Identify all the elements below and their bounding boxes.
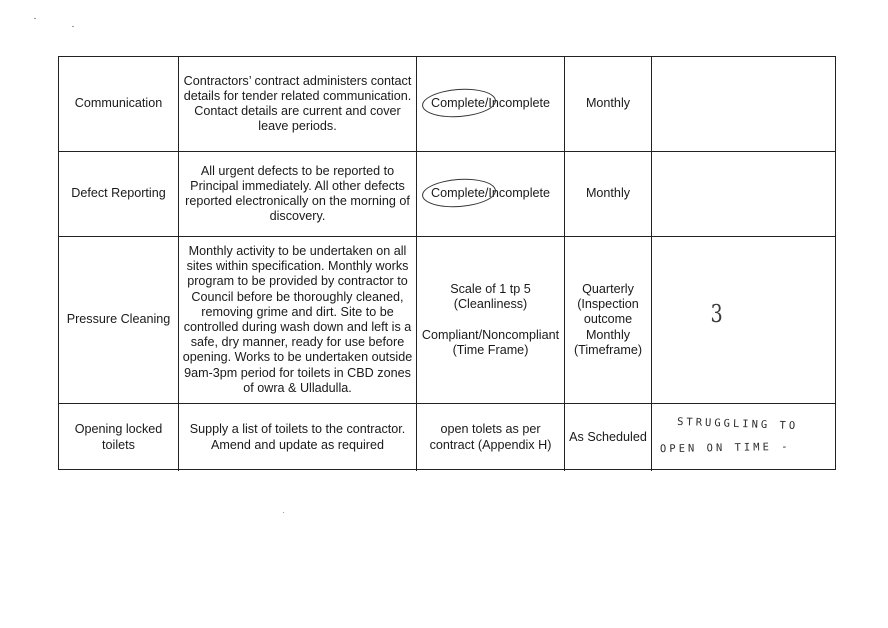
category-cell: [59, 404, 178, 471]
category-text: Communication: [74, 96, 163, 111]
performance-table: [58, 56, 836, 470]
category-cell: [59, 152, 178, 236]
scan-speck: [72, 26, 74, 27]
category-text: Defect Reporting: [71, 186, 166, 201]
description-cell: [178, 237, 416, 403]
description-cell: [178, 404, 416, 471]
table-row: [59, 151, 835, 236]
category-cell: [59, 57, 178, 151]
description-cell: [178, 57, 416, 151]
comment-cell: [651, 57, 835, 151]
category-text: Pressure Cleaning: [66, 312, 171, 327]
scan-speck: [34, 18, 36, 19]
category-text: Opening locked toilets: [74, 422, 163, 452]
frequency-text: Quarterly (Inspection outcome Monthly (Timeframe): [573, 281, 643, 357]
measure-cell: [416, 152, 564, 236]
category-cell: [59, 237, 178, 403]
frequency-text: Monthly: [585, 96, 631, 111]
description-text: All urgent defects to be reported to Principal immediately. All other defects reported electronically on the morning of discovery.: [185, 163, 410, 224]
measure-cell: [416, 404, 564, 471]
comment-cell: [651, 404, 835, 471]
handwritten-comment-line: STRUGGLING TO: [676, 415, 799, 433]
scan-speck: [283, 512, 284, 513]
table-row: [59, 236, 835, 403]
comment-cell: [651, 152, 835, 236]
measure-alternative: /Incomplete: [484, 186, 550, 201]
table-row: [59, 403, 835, 471]
handwritten-score: 3: [710, 300, 723, 328]
measure-cell: [416, 237, 564, 403]
frequency-cell: [564, 152, 651, 236]
measure-selected: Complete: [430, 96, 485, 111]
frequency-cell: [564, 57, 651, 151]
description-text: Monthly activity to be undertaken on all sites within specification. Monthly works program to be provided by contractor to Council before be thoroughly cleaned, removing grime and dirt. Site to be controlled during wash down and left is a safe, dry manner, ready for use before opening. Works to be undertaken outside 9am-3pm period for toilets in CBD zones of owra & Ulladulla.: [182, 243, 413, 395]
measure-text: [431, 96, 550, 111]
measure-text: [431, 186, 550, 201]
description-cell: [178, 152, 416, 236]
frequency-cell: [564, 237, 651, 403]
measure-cell: [416, 57, 564, 151]
measure-alternative: /Incomplete: [484, 96, 550, 111]
comment-cell: [651, 237, 835, 403]
measure-line: Compliant/Noncompliant: [421, 327, 560, 342]
measure-selected: Complete: [430, 186, 485, 201]
description-text: Contractors’ contract administers contact details for tender related communication. Contact details are current and cover leave periods.: [183, 73, 412, 134]
measure-text: open tolets as per contract (Appendix H): [429, 422, 552, 452]
measure-line: (Time Frame): [452, 342, 529, 357]
handwritten-comment-line: OPEN ON TIME -: [659, 440, 791, 456]
description-text: Supply a list of toilets to the contractor. Amend and update as required: [189, 422, 406, 452]
frequency-text: As Scheduled: [569, 429, 647, 444]
measure-line: (Cleanliness): [453, 297, 528, 312]
frequency-text: Monthly: [585, 186, 631, 201]
measure-line: Scale of 1 tp 5: [450, 282, 531, 297]
frequency-cell: [564, 404, 651, 471]
table-row: [59, 57, 835, 151]
